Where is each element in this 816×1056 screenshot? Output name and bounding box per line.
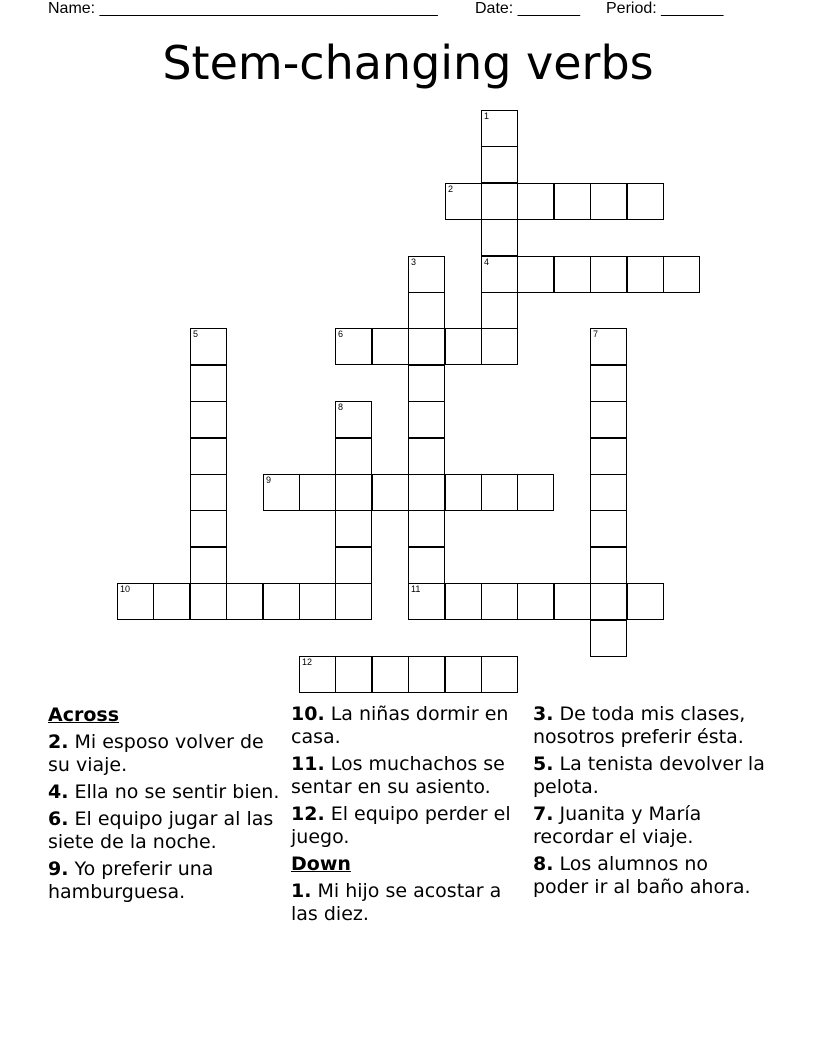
crossword-cell[interactable] xyxy=(408,438,445,475)
crossword-cell[interactable] xyxy=(335,328,372,365)
clue-item xyxy=(48,808,284,854)
clues-column-2 xyxy=(291,703,527,930)
crossword-cell[interactable] xyxy=(190,510,227,547)
clue-text: La tenista devolver la pelota. xyxy=(533,753,765,798)
crossword-cell[interactable] xyxy=(335,547,372,584)
down-heading: Down xyxy=(291,853,351,875)
crossword-cell[interactable] xyxy=(481,656,518,693)
clue-text: Mi hijo se acostar a las diez. xyxy=(291,880,502,925)
crossword-cell[interactable] xyxy=(190,547,227,584)
clue-number: 10. xyxy=(291,703,325,725)
clue-number: 3. xyxy=(533,703,554,725)
clues-column-3 xyxy=(533,703,769,903)
clue-item xyxy=(533,753,769,799)
clue-text: El equipo jugar al las siete de la noche. xyxy=(48,808,274,853)
crossword-cell[interactable] xyxy=(590,547,627,584)
clue-item xyxy=(291,703,527,749)
crossword-cell[interactable] xyxy=(590,510,627,547)
crossword-cell[interactable] xyxy=(445,328,482,365)
crossword-cell[interactable] xyxy=(299,583,336,620)
across-heading: Across xyxy=(48,704,120,726)
clue-item xyxy=(48,731,284,777)
crossword-cell[interactable] xyxy=(408,365,445,402)
crossword-cell[interactable] xyxy=(299,656,336,693)
name-field[interactable]: Name: ______________________________________ xyxy=(48,0,438,17)
crossword-cell[interactable] xyxy=(335,510,372,547)
across-clues-list-cont xyxy=(291,703,527,849)
crossword-cell[interactable] xyxy=(372,328,409,365)
clue-number: 7 xyxy=(593,329,599,339)
clue-number: 6 xyxy=(338,329,344,339)
clue-number: 5 xyxy=(193,329,199,339)
crossword-cell[interactable] xyxy=(627,256,664,293)
clue-number: 9. xyxy=(48,858,69,880)
crossword-cell[interactable] xyxy=(408,474,445,511)
clue-number: 8. xyxy=(533,853,554,875)
crossword-cell[interactable] xyxy=(408,510,445,547)
crossword-cell[interactable] xyxy=(117,583,154,620)
crossword-cell[interactable] xyxy=(408,656,445,693)
clue-number: 10 xyxy=(120,584,131,594)
clue-text: La niñas dormir en casa. xyxy=(291,703,509,748)
crossword-cell[interactable] xyxy=(299,474,336,511)
crossword-cell[interactable] xyxy=(481,219,518,256)
crossword-cell[interactable] xyxy=(372,474,409,511)
down-clues-list xyxy=(291,880,527,926)
crossword-cell[interactable] xyxy=(481,328,518,365)
crossword-cell[interactable] xyxy=(408,583,445,620)
crossword-cell[interactable] xyxy=(190,328,227,365)
clue-number: 6. xyxy=(48,808,69,830)
clue-number: 4 xyxy=(484,257,490,267)
crossword-cell[interactable] xyxy=(517,583,554,620)
clue-number: 2. xyxy=(48,731,69,753)
clue-item xyxy=(533,803,769,849)
clue-item xyxy=(533,853,769,899)
crossword-cell[interactable] xyxy=(335,401,372,438)
clue-text: Juanita y María recordar el viaje. xyxy=(533,803,702,848)
clue-number: 11. xyxy=(291,753,325,775)
across-clues-list xyxy=(48,731,284,904)
clue-item xyxy=(291,880,527,926)
clue-number: 3 xyxy=(411,257,417,267)
crossword-cell[interactable] xyxy=(190,365,227,402)
crossword-cell[interactable] xyxy=(408,547,445,584)
clue-item xyxy=(533,703,769,749)
crossword-cell[interactable] xyxy=(372,656,409,693)
crossword-cell[interactable] xyxy=(190,474,227,511)
crossword-cell[interactable] xyxy=(263,474,300,511)
clue-item xyxy=(48,858,284,904)
clue-number: 12. xyxy=(291,803,325,825)
crossword-cell[interactable] xyxy=(190,401,227,438)
crossword-cell[interactable] xyxy=(590,583,627,620)
crossword-cell[interactable] xyxy=(481,183,518,220)
clue-text: Los muchachos se sentar en su asiento. xyxy=(291,753,505,798)
page-title: Stem-changing verbs xyxy=(162,36,654,90)
crossword-cell[interactable] xyxy=(663,256,700,293)
clue-text: El equipo perder el juego. xyxy=(291,803,511,848)
crossword-cell[interactable] xyxy=(554,583,591,620)
crossword-cell[interactable] xyxy=(627,583,664,620)
crossword-cell[interactable] xyxy=(590,620,627,657)
clue-text: De toda mis clases, nosotros preferir ésta. xyxy=(533,703,746,748)
crossword-cell[interactable] xyxy=(590,438,627,475)
clue-number: 1 xyxy=(484,111,490,121)
crossword-cell[interactable] xyxy=(554,183,591,220)
crossword-cell[interactable] xyxy=(408,256,445,293)
crossword-cell[interactable] xyxy=(481,583,518,620)
crossword-cell[interactable] xyxy=(445,583,482,620)
crossword-cell[interactable] xyxy=(590,365,627,402)
crossword-cell[interactable] xyxy=(481,474,518,511)
clue-text: Ella no se sentir bien. xyxy=(68,781,280,803)
clue-number: 9 xyxy=(266,475,272,485)
crossword-cell[interactable] xyxy=(445,656,482,693)
period-field[interactable]: Period: _______ xyxy=(606,0,724,17)
crossword-cell[interactable] xyxy=(190,438,227,475)
clue-number: 2 xyxy=(448,184,454,194)
crossword-cell[interactable] xyxy=(408,292,445,329)
crossword-cell[interactable] xyxy=(590,328,627,365)
clue-number: 1. xyxy=(291,880,312,902)
date-field[interactable]: Date: _______ xyxy=(475,0,580,17)
crossword-cell[interactable] xyxy=(554,256,591,293)
clue-item xyxy=(291,803,527,849)
crossword-cell[interactable] xyxy=(408,401,445,438)
crossword-cell[interactable] xyxy=(590,256,627,293)
crossword-cell[interactable] xyxy=(153,583,190,620)
crossword-cell[interactable] xyxy=(335,474,372,511)
crossword-cell[interactable] xyxy=(590,401,627,438)
crossword-cell[interactable] xyxy=(263,583,300,620)
clue-item xyxy=(291,753,527,799)
crossword-cell[interactable] xyxy=(445,474,482,511)
clue-number: 5. xyxy=(533,753,554,775)
crossword-cell[interactable] xyxy=(627,183,664,220)
crossword-cell[interactable] xyxy=(590,474,627,511)
clue-text: Mi esposo volver de su viaje. xyxy=(48,731,264,776)
crossword-cell[interactable] xyxy=(226,583,263,620)
clue-number: 11 xyxy=(411,584,421,594)
crossword-cell[interactable] xyxy=(335,583,372,620)
clue-text: Yo preferir una hamburguesa. xyxy=(48,858,214,903)
crossword-cell[interactable] xyxy=(481,110,518,147)
down-clues-list-cont xyxy=(533,703,769,899)
crossword-cell[interactable] xyxy=(517,183,554,220)
clue-number: 12 xyxy=(302,657,313,667)
crossword-cell[interactable] xyxy=(190,583,227,620)
crossword-cell[interactable] xyxy=(408,328,445,365)
crossword-cell[interactable] xyxy=(335,656,372,693)
clue-number: 7. xyxy=(533,803,554,825)
clues-column-1 xyxy=(48,703,284,908)
crossword-cell[interactable] xyxy=(481,292,518,329)
crossword-cell[interactable] xyxy=(481,146,518,183)
crossword-cell[interactable] xyxy=(445,183,482,220)
crossword-cell[interactable] xyxy=(590,183,627,220)
clue-text: Los alumnos no poder ir al baño ahora. xyxy=(533,853,751,898)
clue-item xyxy=(48,781,284,804)
crossword-cell[interactable] xyxy=(517,474,554,511)
clue-number: 4. xyxy=(48,781,69,803)
crossword-cell[interactable] xyxy=(517,256,554,293)
clue-number: 8 xyxy=(338,402,344,412)
crossword-cell[interactable] xyxy=(335,438,372,475)
crossword-cell[interactable] xyxy=(481,256,518,293)
